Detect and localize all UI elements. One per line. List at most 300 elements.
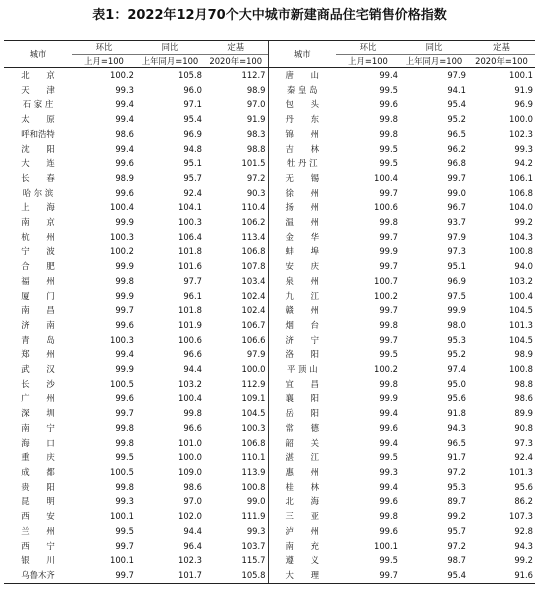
- base-value-right: 106.8: [509, 187, 533, 198]
- base-value-left: 113.4: [241, 231, 266, 242]
- header-base-sub-right: 2020年=100: [468, 55, 535, 68]
- base-value-left: 112.7: [241, 70, 266, 80]
- city-name-left: 西 安: [21, 511, 55, 522]
- base-value-left: 98.8: [246, 143, 266, 154]
- mom-value-right: 99.7: [379, 231, 398, 242]
- yoy-value-left: 97.7: [183, 275, 202, 286]
- yoy-value-right: 94.1: [447, 84, 466, 95]
- mom-value-left: 99.6: [115, 158, 134, 169]
- base-value-right: 100.1: [509, 70, 533, 80]
- mom-value-left: 99.5: [115, 452, 134, 463]
- base-value-right: 94.3: [514, 540, 533, 551]
- mom-value-right: 99.5: [379, 349, 398, 360]
- city-name-left: 宁 波: [21, 246, 55, 257]
- mom-value-left: 100.3: [110, 334, 134, 345]
- city-name-right: 北 海: [268, 494, 336, 509]
- base-value-right: 99.2: [514, 555, 533, 566]
- yoy-value-right: 95.4: [447, 99, 466, 110]
- yoy-value-right: 89.7: [447, 496, 466, 507]
- yoy-value-left: 101.6: [178, 261, 202, 272]
- city-name-right: 徐 州: [268, 186, 336, 201]
- table-row: [4, 421, 535, 436]
- table-row: [4, 156, 535, 171]
- mom-value-right: 99.7: [379, 334, 398, 345]
- mom-value-left: 100.2: [110, 246, 134, 257]
- base-value-left: 115.7: [241, 555, 266, 566]
- header-mom-right: 环比: [336, 41, 400, 55]
- yoy-value-right: 96.5: [447, 128, 466, 139]
- mom-value-right: 99.9: [379, 246, 398, 257]
- table-row: [4, 289, 535, 304]
- city-name-right: 遵 义: [268, 553, 336, 568]
- base-value-left: 91.9: [246, 114, 266, 125]
- header-yoy-right: 同比: [400, 41, 468, 55]
- mom-value-right: 99.8: [379, 217, 398, 228]
- base-value-left: 106.6: [241, 334, 266, 345]
- header-yoy-sub-right: 上年同月=100: [400, 55, 468, 68]
- city-name-left: 合 肥: [21, 261, 55, 272]
- base-value-left: 102.4: [241, 305, 266, 316]
- mom-value-right: 99.8: [379, 378, 398, 389]
- city-name-left: 杭 州: [21, 231, 55, 242]
- yoy-value-left: 105.8: [178, 70, 202, 80]
- base-value-right: 98.8: [514, 378, 533, 389]
- table-row: [4, 333, 535, 348]
- mom-value-left: 99.7: [115, 305, 134, 316]
- mom-value-right: 99.8: [379, 511, 398, 522]
- mom-value-left: 100.5: [110, 378, 134, 389]
- base-value-right: 89.9: [514, 408, 533, 419]
- base-value-left: 112.9: [241, 378, 266, 389]
- yoy-value-left: 94.4: [183, 364, 202, 375]
- city-name-right: 蚌 埠: [268, 244, 336, 259]
- base-value-right: 92.8: [514, 525, 533, 536]
- table-row: [4, 200, 535, 215]
- city-name-left: 西 宁: [21, 540, 55, 551]
- yoy-value-right: 98.0: [447, 319, 466, 330]
- city-name-right: 大 理: [268, 568, 336, 583]
- city-name-left: 青 岛: [21, 334, 55, 345]
- city-name-left: 天 津: [21, 84, 55, 95]
- city-name-left: 郑 州: [21, 349, 55, 360]
- base-value-right: 99.2: [514, 217, 533, 228]
- city-name-left: 长 沙: [21, 378, 55, 389]
- base-value-right: 100.4: [509, 290, 533, 301]
- base-value-left: 90.3: [246, 187, 266, 198]
- base-value-right: 97.3: [514, 437, 533, 448]
- base-value-left: 98.9: [246, 84, 266, 95]
- yoy-value-left: 109.0: [178, 466, 202, 477]
- city-name-left: 贵 阳: [21, 481, 55, 492]
- table-row: [4, 347, 535, 362]
- mom-value-right: 99.7: [336, 568, 400, 583]
- base-value-right: 104.0: [509, 202, 533, 213]
- yoy-value-right: 97.9: [447, 70, 466, 80]
- yoy-value-left: 94.8: [183, 143, 202, 154]
- base-value-left: 110.1: [241, 452, 266, 463]
- yoy-value-right: 93.7: [447, 217, 466, 228]
- city-name-left: 上 海: [21, 202, 55, 213]
- base-value-left: 106.2: [241, 217, 266, 228]
- yoy-value-left: 101.9: [178, 319, 202, 330]
- city-name-right: 丹 东: [268, 112, 336, 127]
- mom-value-right: 99.6: [379, 496, 398, 507]
- yoy-value-right: 97.3: [447, 246, 466, 257]
- yoy-value-left: 96.6: [183, 349, 202, 360]
- table-row: [4, 377, 535, 392]
- city-name-left: 昆 明: [21, 496, 55, 507]
- mom-value-right: 99.4: [379, 70, 398, 80]
- base-value-left: 99.0: [246, 496, 266, 507]
- city-name-right: 常 德: [268, 421, 336, 436]
- yoy-value-left: 95.4: [183, 114, 202, 125]
- yoy-value-right: 97.2: [447, 466, 466, 477]
- header-yoy-left: 同比: [136, 41, 204, 55]
- yoy-value-right: 95.3: [447, 481, 466, 492]
- base-value-left: 109.1: [241, 393, 266, 404]
- base-value-left: 110.4: [241, 202, 266, 213]
- mom-value-left: 100.1: [110, 555, 134, 566]
- yoy-value-right: 95.0: [447, 378, 466, 389]
- base-value-right: 96.9: [514, 99, 533, 110]
- base-value-right: 91.9: [514, 84, 533, 95]
- mom-value-left: 99.8: [115, 275, 134, 286]
- table-row: [4, 83, 535, 98]
- mom-value-right: 99.4: [379, 437, 398, 448]
- yoy-value-left: 92.4: [183, 187, 202, 198]
- base-value-left: 107.8: [241, 261, 266, 272]
- city-name-left: 南 京: [21, 217, 55, 228]
- base-value-left: 100.8: [241, 481, 266, 492]
- city-name-right: 桂 林: [268, 480, 336, 495]
- city-name-right: 扬 州: [268, 200, 336, 215]
- mom-value-right: 100.2: [374, 364, 398, 375]
- table-row: [4, 436, 535, 451]
- table-row: [4, 274, 535, 289]
- city-name-left: 沈 阳: [21, 143, 55, 154]
- yoy-value-right: 96.5: [447, 437, 466, 448]
- base-value-right: 86.2: [514, 496, 533, 507]
- yoy-value-right: 94.3: [447, 422, 466, 433]
- mom-value-right: 100.7: [374, 275, 398, 286]
- city-name-left: 大 连: [21, 158, 55, 169]
- city-name-left: 深 圳: [21, 408, 55, 419]
- yoy-value-right: 98.7: [447, 555, 466, 566]
- mom-value-left: 99.7: [115, 408, 134, 419]
- mom-value-left: 100.4: [110, 202, 134, 213]
- header-city-left: 城市: [4, 41, 72, 68]
- yoy-value-left: 102.0: [178, 511, 202, 522]
- base-value-left: 97.0: [246, 99, 266, 110]
- city-name-left: 海 口: [21, 437, 55, 448]
- base-value-right: 91.6: [468, 568, 535, 583]
- mom-value-left: 99.3: [115, 84, 134, 95]
- yoy-value-left: 95.7: [183, 172, 202, 183]
- yoy-value-left: 106.4: [178, 231, 202, 242]
- yoy-value-right: 96.9: [447, 275, 466, 286]
- mom-value-right: 99.3: [379, 466, 398, 477]
- table-row: [4, 553, 535, 568]
- table-row: [4, 127, 535, 142]
- yoy-value-right: 95.2: [447, 114, 466, 125]
- mom-value-right: 99.9: [379, 393, 398, 404]
- header-mom-sub-right: 上月=100: [336, 55, 400, 68]
- mom-value-right: 99.5: [379, 143, 398, 154]
- base-value-left: 104.5: [241, 408, 266, 419]
- mom-value-right: 100.2: [374, 290, 398, 301]
- mom-value-left: 100.3: [110, 231, 134, 242]
- base-value-left: 105.8: [204, 568, 268, 583]
- mom-value-right: 99.6: [379, 525, 398, 536]
- header-city-right: 城市: [268, 41, 336, 68]
- yoy-value-right: 95.6: [447, 393, 466, 404]
- base-value-right: 99.3: [514, 143, 533, 154]
- yoy-value-right: 99.0: [447, 187, 466, 198]
- city-name-right: 九 江: [268, 289, 336, 304]
- base-value-right: 100.0: [509, 114, 533, 125]
- mom-value-right: 99.7: [379, 261, 398, 272]
- yoy-value-right: 96.8: [447, 158, 466, 169]
- mom-value-left: 98.6: [115, 128, 134, 139]
- city-name-right: 泉 州: [268, 274, 336, 289]
- base-value-left: 106.8: [241, 437, 266, 448]
- city-name-right: 宜 昌: [268, 377, 336, 392]
- base-value-left: 97.2: [246, 172, 266, 183]
- header-mom-left: 环比: [72, 41, 136, 55]
- yoy-value-right: 97.5: [447, 290, 466, 301]
- base-value-left: 113.9: [241, 466, 266, 477]
- yoy-value-left: 96.0: [183, 84, 202, 95]
- table-row: [4, 362, 535, 377]
- yoy-value-right: 97.2: [447, 540, 466, 551]
- city-name-left: 呼和浩特: [21, 128, 55, 139]
- base-value-right: 101.3: [509, 466, 533, 477]
- yoy-value-right: 91.8: [447, 408, 466, 419]
- mom-value-left: 99.8: [115, 481, 134, 492]
- mom-value-right: 99.5: [379, 158, 398, 169]
- base-value-right: 94.0: [514, 261, 533, 272]
- yoy-value-right: 95.2: [447, 349, 466, 360]
- mom-value-right: 100.4: [374, 172, 398, 183]
- base-value-right: 100.8: [509, 246, 533, 257]
- table-row: [4, 406, 535, 421]
- base-value-right: 98.6: [514, 393, 533, 404]
- city-name-left: 兰 州: [21, 525, 55, 536]
- table-row: [4, 480, 535, 495]
- yoy-value-left: 102.3: [178, 555, 202, 566]
- mom-value-right: 99.8: [379, 319, 398, 330]
- city-name-left: 南 昌: [21, 305, 55, 316]
- city-name-left: 石 家 庄: [22, 99, 54, 110]
- table-row: [4, 259, 535, 274]
- yoy-value-right: 97.4: [447, 364, 466, 375]
- mom-value-left: 99.8: [115, 422, 134, 433]
- yoy-value-left: 100.6: [178, 334, 202, 345]
- city-name-left: 长 春: [21, 172, 55, 183]
- mom-value-right: 99.7: [379, 187, 398, 198]
- base-value-left: 99.3: [246, 525, 266, 536]
- header-base-left: 定基: [204, 41, 268, 55]
- mom-value-left: 100.2: [110, 70, 134, 80]
- base-value-right: 92.4: [514, 452, 533, 463]
- table-row: [4, 391, 535, 406]
- base-value-right: 103.2: [509, 275, 533, 286]
- base-value-right: 104.3: [509, 231, 533, 242]
- table-row: [4, 568, 535, 583]
- base-value-right: 104.5: [509, 334, 533, 345]
- city-name-right: 平 顶 山: [268, 362, 336, 377]
- base-value-right: 107.3: [509, 511, 533, 522]
- price-index-table: [4, 40, 535, 584]
- yoy-value-left: 96.9: [183, 128, 202, 139]
- mom-value-right: 99.4: [379, 481, 398, 492]
- mom-value-left: 99.6: [115, 319, 134, 330]
- table-row: [4, 230, 535, 245]
- city-name-right: 无 锡: [268, 171, 336, 186]
- base-value-right: 94.2: [514, 158, 533, 169]
- mom-value-right: 99.5: [379, 452, 398, 463]
- table-row: [4, 112, 535, 127]
- mom-value-left: 99.9: [115, 290, 134, 301]
- mom-value-right: 99.6: [379, 422, 398, 433]
- city-name-left: 银 川: [21, 555, 55, 566]
- base-value-right: 106.1: [509, 172, 533, 183]
- city-name-right: 吉 林: [268, 142, 336, 157]
- city-name-right: 温 州: [268, 215, 336, 230]
- base-value-right: 90.8: [514, 422, 533, 433]
- mom-value-left: 99.4: [115, 349, 134, 360]
- yoy-value-right: 99.7: [447, 172, 466, 183]
- mom-value-right: 100.1: [374, 540, 398, 551]
- header-base-right: 定基: [468, 41, 535, 55]
- yoy-value-left: 101.7: [136, 568, 204, 583]
- city-name-left: 乌鲁木齐: [4, 568, 72, 583]
- yoy-value-left: 96.4: [183, 540, 202, 551]
- mom-value-right: 100.6: [374, 202, 398, 213]
- header-yoy-sub-left: 上年同月=100: [136, 55, 204, 68]
- yoy-value-left: 94.4: [183, 525, 202, 536]
- table-row: [4, 509, 535, 524]
- city-name-right: 赣 州: [268, 303, 336, 318]
- yoy-value-left: 100.3: [178, 217, 202, 228]
- city-name-right: 锦 州: [268, 127, 336, 142]
- yoy-value-left: 96.1: [183, 290, 202, 301]
- mom-value-left: 99.7: [72, 568, 136, 583]
- mom-value-right: 99.8: [379, 128, 398, 139]
- base-value-right: 98.9: [514, 349, 533, 360]
- city-name-left: 广 州: [21, 393, 55, 404]
- city-name-right: 唐 山: [268, 68, 336, 83]
- base-value-left: 106.8: [241, 246, 266, 257]
- city-name-right: 洛 阳: [268, 347, 336, 362]
- base-value-left: 102.4: [241, 290, 266, 301]
- mom-value-right: 99.7: [379, 305, 398, 316]
- yoy-value-right: 97.9: [447, 231, 466, 242]
- table-row: [4, 494, 535, 509]
- city-name-left: 南 宁: [21, 422, 55, 433]
- table-title: 表1：2022年12月70个大中城市新建商品住宅销售价格指数: [92, 8, 447, 23]
- city-name-left: 武 汉: [21, 364, 55, 375]
- city-name-right: 惠 州: [268, 465, 336, 480]
- table-row: [4, 465, 535, 480]
- city-name-right: 岳 阳: [268, 406, 336, 421]
- mom-value-left: 99.5: [115, 525, 134, 536]
- city-name-right: 包 头: [268, 97, 336, 112]
- city-name-right: 烟 台: [268, 318, 336, 333]
- city-name-right: 南 充: [268, 539, 336, 554]
- mom-value-left: 100.1: [110, 511, 134, 522]
- mom-value-left: 99.6: [115, 187, 134, 198]
- yoy-value-left: 104.1: [178, 202, 202, 213]
- table-row: [4, 303, 535, 318]
- city-name-left: 哈 尔 滨: [22, 187, 54, 198]
- header-base-sub-left: 2020年=100: [204, 55, 268, 68]
- yoy-value-right: 95.1: [447, 261, 466, 272]
- base-value-left: 103.7: [241, 540, 266, 551]
- yoy-value-right: 96.2: [447, 143, 466, 154]
- yoy-value-right: 99.2: [447, 511, 466, 522]
- yoy-value-right: 99.9: [447, 305, 466, 316]
- base-value-left: 101.5: [241, 158, 266, 169]
- city-name-right: 襄 阳: [268, 391, 336, 406]
- mom-value-left: 99.3: [115, 496, 134, 507]
- mom-value-left: 99.4: [115, 114, 134, 125]
- header-mom-sub-left: 上月=100: [72, 55, 136, 68]
- base-value-left: 98.3: [246, 128, 266, 139]
- table-row: [4, 186, 535, 201]
- base-value-left: 106.7: [241, 319, 266, 330]
- table-row: [4, 244, 535, 259]
- city-name-right: 湛 江: [268, 450, 336, 465]
- base-value-left: 97.9: [246, 349, 266, 360]
- table-row: [4, 215, 535, 230]
- table-row: [4, 318, 535, 333]
- city-name-left: 济 南: [21, 319, 55, 330]
- mom-value-left: 99.4: [115, 99, 134, 110]
- yoy-value-right: 95.7: [447, 525, 466, 536]
- mom-value-right: 99.8: [379, 114, 398, 125]
- mom-value-left: 99.8: [115, 437, 134, 448]
- table-row: [4, 142, 535, 157]
- city-name-right: 韶 关: [268, 436, 336, 451]
- base-value-left: 111.9: [241, 511, 266, 522]
- city-name-right: 秦 皇 岛: [268, 83, 336, 98]
- yoy-value-left: 95.1: [183, 158, 202, 169]
- city-name-left: 太 原: [21, 114, 55, 125]
- base-value-right: 102.3: [509, 128, 533, 139]
- table-row: [4, 97, 535, 112]
- base-value-right: 100.8: [509, 364, 533, 375]
- mom-value-right: 99.6: [379, 99, 398, 110]
- table-row: [4, 524, 535, 539]
- yoy-value-left: 98.6: [183, 481, 202, 492]
- yoy-value-left: 103.2: [178, 378, 202, 389]
- table-row: [4, 450, 535, 465]
- yoy-value-left: 100.4: [178, 393, 202, 404]
- city-name-right: 济 宁: [268, 333, 336, 348]
- table-row: [4, 68, 535, 83]
- yoy-value-left: 100.0: [178, 452, 202, 463]
- yoy-value-right: 95.3: [447, 334, 466, 345]
- yoy-value-left: 101.0: [178, 437, 202, 448]
- city-name-left: 成 都: [21, 466, 55, 477]
- base-value-left: 100.3: [241, 422, 266, 433]
- yoy-value-left: 97.1: [183, 99, 202, 110]
- yoy-value-right: 96.7: [447, 202, 466, 213]
- mom-value-right: 99.4: [379, 408, 398, 419]
- base-value-right: 101.3: [509, 319, 533, 330]
- yoy-value-right: 95.4: [400, 568, 468, 583]
